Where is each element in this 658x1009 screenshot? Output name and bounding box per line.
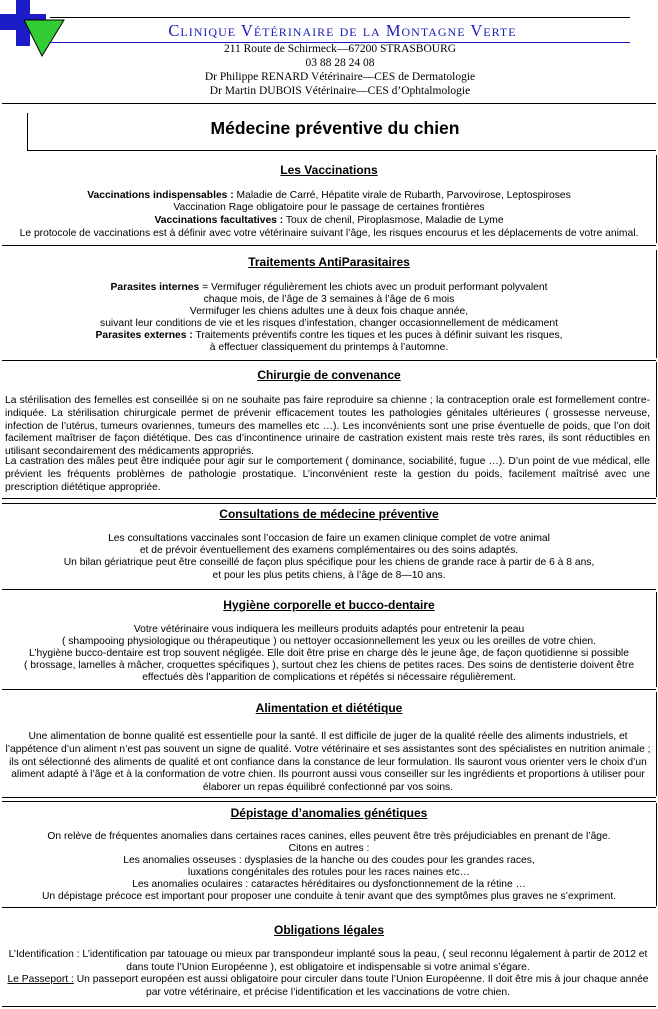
- alim-right-bar: [656, 692, 657, 796]
- vet-1: Dr Philippe RENARD Vétérinaire—CES de Dermatologie: [204, 71, 476, 83]
- vacc-line-4: Le protocole de vaccinations est à définir avec votre vétérinaire suivant l’âge, les risques encourus et les déplacements de votre animal.: [19, 228, 639, 239]
- vacc-text-3: Toux de chenil, Piroplasmose, Maladie de Lyme: [283, 215, 504, 226]
- vacc-label-indispensables: Vaccinations indispensables :: [87, 190, 234, 201]
- depistage-title: Dépistage d’anomalies génétiques: [230, 806, 428, 820]
- vacc-line-3: [2, 215, 656, 228]
- clinic-phone: 03 88 28 24 08: [305, 57, 375, 69]
- para-line-4: suivant leur conditions de vie et les risques d’infestation, changer occasionnellement de médicament: [100, 318, 558, 329]
- hygiene-section: [0, 598, 658, 612]
- passport-label: Le Passeport :: [7, 974, 74, 985]
- header-bottom-rule: [2, 103, 656, 104]
- vacc-text-1: Maladie de Carré, Hépatite virale de Rubarth, Parvovirose, Leptospiroses: [233, 190, 571, 201]
- alimentation-section: [0, 701, 658, 715]
- antiparasites-section: [0, 255, 658, 269]
- para-label-externes: Parasites externes :: [95, 330, 193, 341]
- obligations-title: Obligations légales: [273, 923, 385, 937]
- para-text-1: = Vermifuger régulièrement les chiots avec un produit performant polyvalent: [199, 282, 548, 293]
- hyg-line-5: effectués dès l’apparition de complications et répétés si nécessaire régulièrement.: [142, 672, 516, 683]
- chirurgie-paragraph-1: La stérilisation des femelles est conseillée si on ne souhaite pas faire reproduire sa chienne ; la contraception orale est formellement contre-indiquée. La stérilisation chirurgicale permet de prévenir efficacement toutes les pathologies génitales ultérieures ( grossesse nerveuse, infection de l’utérus, tumeurs ovariennes, tumeurs des mamelles etc …). Les inconvénients sont une prise éventuelle de poids, que l’on doit facilement maîtriser de façon diététique. Des cas d’incontinence urinaire de castration existent mais reste très rares, ils sont réductibles en utilisant secondairement des médicaments appropriés.: [5, 395, 650, 458]
- depist-line-5: Les anomalies oculaires : cataractes héréditaires ou dysfonctionnement de la rétine …: [132, 879, 526, 890]
- hyg-bottom-rule: [2, 689, 656, 690]
- antiparasites-title: Traitements AntiParasitaires: [248, 255, 410, 269]
- para-label-internes: Parasites internes: [110, 282, 200, 293]
- vaccinations-section: [0, 163, 658, 177]
- consultations-title: Consultations de médecine préventive: [219, 507, 439, 521]
- clinic-logo: [0, 0, 66, 58]
- hyg-line-2: ( shampooing physiologique ou thérapeutique ) ou nettoyer occasionnellement les yeux ou les oreilles de votre chien.: [61, 636, 597, 647]
- alimentation-title: Alimentation et diététique: [255, 701, 403, 715]
- page-title: Médecine préventive du chien: [210, 118, 460, 138]
- chirurgie-title: Chirurgie de convenance: [257, 368, 401, 382]
- vaccinations-title: Les Vaccinations: [280, 163, 378, 177]
- consult-line-1: Les consultations vaccinales sont l’occasion de faire un examen clinique complet de votre animal: [108, 533, 550, 544]
- depist-line-6: Un dépistage précoce est important pour proposer une conduite à tenir avant que des symptômes plus graves ne s’expriment.: [41, 891, 617, 902]
- consult-bottom-rule: [2, 589, 656, 590]
- para-line-1: [2, 282, 656, 295]
- chirurgie-section: [0, 368, 658, 382]
- header-top-rule: [50, 17, 630, 18]
- para-line-5: [2, 330, 656, 343]
- para-line-6: à effectuer classiquement du printemps à l’automne.: [209, 342, 449, 353]
- alim-bottom-rule: [2, 797, 656, 798]
- depist-line-2: Citons en autres :: [288, 843, 370, 854]
- consultations-section: [0, 507, 658, 521]
- hyg-right-bar: [656, 592, 657, 687]
- vacc-bottom-rule: [2, 245, 656, 246]
- consult-line-2: et de prévoir éventuellement des examens complémentaires ou des soins adaptés.: [139, 545, 519, 556]
- title-box-left: [27, 113, 28, 150]
- depist-bottom-rule: [2, 907, 656, 908]
- vet-2: Dr Martin DUBOIS Vétérinaire—CES d’Ophtalmologie: [209, 85, 471, 97]
- consult-line-3: Un bilan gériatrique peut être conseillé de façon plus spécifique pour les chiens de grande race à partir de 6 à 8 ans,: [63, 557, 595, 568]
- depist-right-bar: [656, 803, 657, 906]
- hyg-line-1: Votre vétérinaire vous indiquera les meilleurs produits adaptés pour entretenir la peau: [133, 624, 525, 635]
- para-line-2: chaque mois, de l’âge de 3 semaines à l’âge de 6 mois: [203, 294, 455, 305]
- alimentation-paragraph: Une alimentation de bonne qualité est essentielle pour la santé. Il est difficile de juger de la qualité réelle des aliments industriels, et l’appétence d’un aliment n’est pas souvent un signe de qualité. Votre vétérinaire et ses assistantes sont des spécialistes en nutrition animale ; ils ont sélectionné des aliments de qualité et ont confiance dans la constance de leur formulation. Ils sauront vous orienter vers le choix d’un aliment adapté à l’âge et à la conformation de votre chien. Ils pourront aussi vous conseiller sur les ingrédients et proportions à utiliser pour élaborer un repas équilibré confectionné par vos soins.: [5, 731, 651, 794]
- hyg-line-4: ( brossage, lamelles à mâcher, croquettes spécifiques ), surtout chez les chiens de petites races. Des soins de dentisterie doivent être: [23, 660, 635, 671]
- depist-line-3: Les anomalies osseuses : dysplasies de la hanche ou des coudes pour les grandes races,: [123, 855, 535, 866]
- para-right-bar: [656, 250, 657, 358]
- consult-line-4: et pour les plus petits chiens, à l’âge de 8—10 ans.: [212, 570, 446, 581]
- chir-bottom-rule: [2, 498, 656, 499]
- title-box-bottom: [27, 150, 656, 151]
- para-line-3: Vermifuger les chiens adultes une à deux fois chaque année,: [189, 306, 469, 317]
- hygiene-title: Hygiène corporelle et bucco-dentaire: [223, 598, 435, 612]
- clinic-address: 211 Route de Schirmeck—67200 STRASBOURG: [223, 43, 457, 55]
- vacc-line-2: Vaccination Rage obligatoire pour le passage de certaines frontières: [173, 202, 485, 213]
- para-bottom-rule: [2, 360, 656, 361]
- obligations-section: [0, 923, 658, 937]
- vacc-right-bar: [656, 155, 657, 243]
- vacc-line-1: [2, 190, 656, 203]
- obligations-paragraph-2: [4, 974, 652, 1000]
- depist-top-rule: [2, 801, 656, 802]
- para-text-5: Traitements préventifs contre les tiques et les puces à définir suivant les risques,: [192, 330, 563, 341]
- passport-text: Un passeport européen est aussi obligatoire pour circuler dans toute l’Union Européenne. Il doit être mis à jour chaque année par votre vétérinaire, et précise l’identification et les vaccinations de votre chien.: [73, 974, 649, 998]
- footer-rule: [2, 1006, 656, 1007]
- consult-top-rule: [2, 503, 656, 504]
- depistage-section: [0, 806, 658, 820]
- depist-line-4: luxations congénitales des rotules pour les races naines etc…: [187, 867, 471, 878]
- hyg-line-3: L’hygiène bucco-dentaire est trop souvent négligée. Elle doit être prise en charge dès le jeune âge, de façon quotidienne si possible: [29, 648, 629, 659]
- chirurgie-paragraph-2: La castration des mâles peut être indiquée pour agir sur le comportement ( dominance, sociabilité, fugue …). D’un point de vue médical, elle prévient les fréquents problèmes de pathologie prostatique. L’inconvénient reste la gestion du poids, facilement maîtrisé avec une prescription diététique appropriée.: [5, 456, 650, 493]
- depist-line-1: On relève de fréquentes anomalies dans certaines races canines, elles peuvent être très préjudiciables en prenant de l’âge.: [47, 831, 611, 842]
- clinic-name: Clinique Vétérinaire de la Montagne Verte: [168, 21, 517, 40]
- vacc-label-facultatives: Vaccinations facultatives :: [154, 215, 284, 226]
- chir-right-bar: [656, 362, 657, 497]
- obligations-paragraph-1: L’Identification : L’identification par tatouage ou mieux par transpondeur implanté sous la peau, ( seul reconnu légalement à partir de 2012 et dans toute l’Union Européenne ), est obligatoire et indispensable si votre animal s’égare.: [8, 949, 648, 973]
